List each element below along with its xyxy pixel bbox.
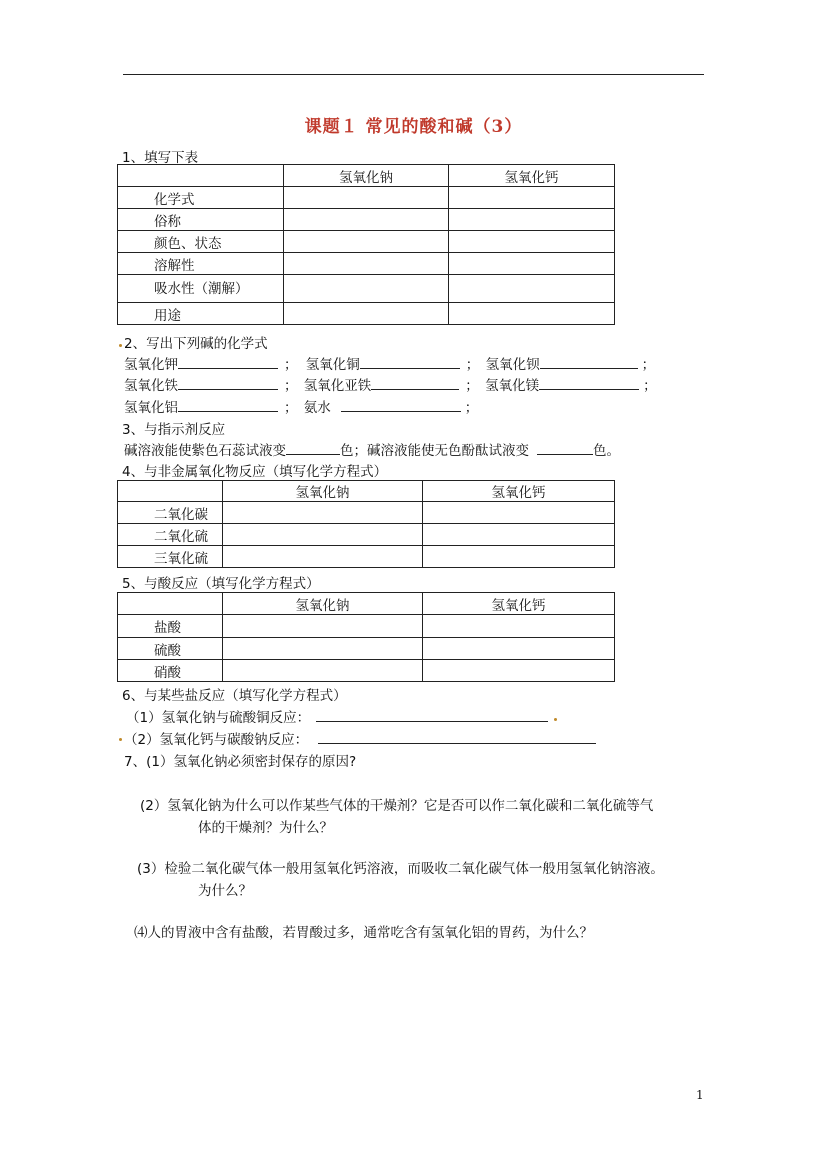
q2-heading: 2、写出下列碱的化学式 [124,336,268,352]
q6-text: （1）氢氧化钠与硫酸铜反应： [126,710,311,726]
answer-cell[interactable] [449,209,615,231]
separator: ； [643,378,657,394]
stray-mark [554,718,557,721]
q4-col-caoh2: 氢氧化钙 [423,481,615,502]
q7-part-4: ⑷人的胃液中含有盐酸，若胃酸过多，通常吃含有氢氧化铝的胃药，为什么？ [134,925,593,941]
q6-item-2 [124,728,596,748]
q4-corner-cell [118,481,223,502]
header-rule [123,74,704,75]
separator: ； [284,357,298,373]
answer-cell[interactable] [223,638,423,660]
q1-row-label: 溶解性 [118,253,284,275]
q1-row-label: 颜色、状态 [118,231,284,253]
q2-item: 氢氧化镁 [485,378,540,394]
q5-col-caoh2: 氢氧化钙 [423,593,615,615]
answer-blank[interactable] [178,397,278,412]
q2-item: 氢氧化铝 [124,400,178,416]
answer-cell[interactable] [284,231,449,253]
q3-text: 色。 [593,443,620,459]
answer-cell[interactable] [423,524,615,546]
answer-blank[interactable] [318,729,596,744]
q5-col-naoh: 氢氧化钠 [223,593,423,615]
stray-mark [119,738,122,741]
answer-cell[interactable] [223,502,423,524]
q5-row-label: 盐酸 [118,615,223,638]
q5-row-label: 硝酸 [118,660,223,682]
answer-blank[interactable] [371,375,459,390]
q7-part-3-line-1: (3）检验二氧化碳气体一般用氢氧化钙溶液，而吸收二氧化碳气体一般用氢氧化钠溶液。 [137,861,664,877]
q1-row-label: 用途 [118,303,284,325]
q3-sentence [124,439,620,459]
q1-col-caoh2: 氢氧化钙 [449,165,615,187]
q1-col-naoh: 氢氧化钠 [284,165,449,187]
separator: ； [284,400,298,416]
q1-row-label: 化学式 [118,187,284,209]
separator: ； [465,378,479,394]
answer-cell[interactable] [423,638,615,660]
q2-row-1 [124,353,655,373]
answer-cell[interactable] [284,253,449,275]
q5-corner-cell [118,593,223,615]
stray-mark [119,344,122,347]
q1-heading: 1、填写下表 [122,150,199,166]
answer-cell[interactable] [223,524,423,546]
q5-heading: 5、与酸反应（填写化学方程式） [122,576,320,592]
answer-cell[interactable] [223,615,423,638]
answer-cell[interactable] [423,660,615,682]
q2-item: 氢氧化钡 [485,357,540,373]
answer-blank[interactable] [341,397,461,412]
answer-cell[interactable] [449,253,615,275]
q6-heading: 6、与某些盐反应（填写化学方程式） [122,688,347,704]
q1-row-label: 俗称 [118,209,284,231]
answer-blank[interactable] [178,375,278,390]
q7-part-3-line-2: 为什么？ [198,883,252,899]
q4-table [117,480,615,568]
answer-cell[interactable] [223,660,423,682]
q7-part-2-line-1: (2）氢氧化钠为什么可以作某些气体的干燥剂？它是否可以作二氧化碳和二氧化硫等气 [140,798,654,814]
q1-row-label: 吸水性（潮解） [118,275,284,303]
page-title: 课题１ 常见的酸和碱（3） [304,117,523,137]
q3-heading: 3、与指示剂反应 [122,422,226,438]
q2-item: 氢氧化亚铁 [303,378,372,394]
q7-part-1: 7、(1）氢氧化钠必须密封保存的原因? [124,754,357,770]
answer-blank[interactable] [537,440,593,455]
q4-heading: 4、与非金属氧化物反应（填写化学方程式） [122,464,388,480]
answer-cell[interactable] [423,615,615,638]
q7-part-2-line-2: 体的干燥剂？为什么？ [198,820,333,836]
q6-item-1 [126,706,548,726]
answer-cell[interactable] [449,231,615,253]
answer-cell[interactable] [223,546,423,568]
page-number: 1 [696,1088,704,1102]
q2-item: 氢氧化铁 [124,378,178,394]
q4-col-naoh: 氢氧化钠 [223,481,423,502]
answer-blank[interactable] [539,375,639,390]
q4-row-label: 二氧化硫 [118,524,223,546]
q2-item: 氢氧化铜 [305,357,360,373]
q3-text: 色；碱溶液能使无色酚酞试液变 [340,443,529,459]
answer-cell[interactable] [423,502,615,524]
answer-cell[interactable] [284,303,449,325]
answer-blank[interactable] [360,354,460,369]
separator: ； [641,357,656,373]
q2-row-2 [124,374,657,394]
q1-corner-cell [118,165,284,187]
answer-cell[interactable] [449,275,615,303]
q5-table [117,592,615,682]
q6-text: （2）氢氧化钙与碳酸钠反应： [124,732,309,748]
q4-row-label: 三氧化硫 [118,546,223,568]
answer-blank[interactable] [178,354,278,369]
answer-blank[interactable] [540,354,638,369]
answer-cell[interactable] [449,187,615,209]
separator: ； [465,357,480,373]
answer-blank[interactable] [286,440,340,455]
q2-row-3 [124,396,478,416]
q2-item: 氢氧化钾 [124,357,178,373]
answer-cell[interactable] [284,275,449,303]
q2-item: 氨水 [303,400,331,416]
q5-row-label: 硫酸 [118,638,223,660]
q4-row-label: 二氧化碳 [118,502,223,524]
answer-cell[interactable] [284,209,449,231]
answer-cell[interactable] [423,546,615,568]
answer-cell[interactable] [284,187,449,209]
separator: ； [284,378,298,394]
q1-table [117,164,615,325]
answer-blank[interactable] [316,707,548,722]
q3-text: 碱溶液能使紫色石蕊试液变 [124,443,286,459]
answer-cell[interactable] [449,303,615,325]
separator: ； [464,400,479,416]
